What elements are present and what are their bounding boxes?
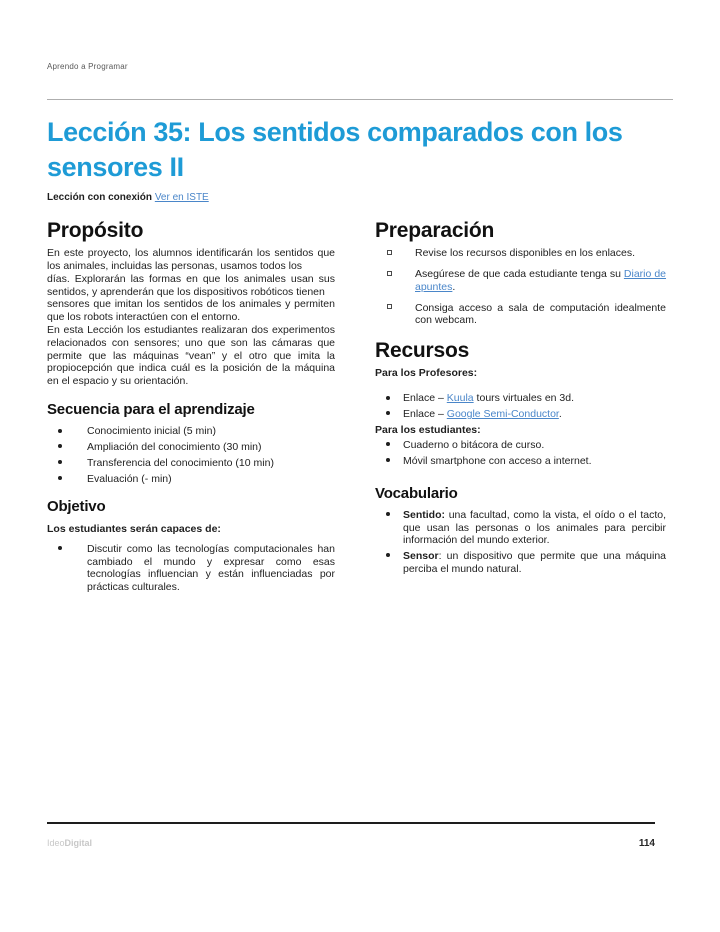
recursos-students-label: Para los estudiantes: [375, 423, 481, 436]
lesson-connection-line [47, 192, 673, 203]
vocab-item [375, 550, 666, 576]
vocabulario-heading: Vocabulario [375, 484, 458, 502]
preparacion-list [375, 247, 666, 327]
checklist-item-label: Revise los recursos disponibles en los enlaces. [415, 247, 636, 260]
spacer [375, 382, 666, 392]
resource-item-text: . [558, 408, 562, 421]
resource-item [375, 408, 666, 421]
objetivo-heading: Objetivo [47, 498, 106, 516]
footer-brand [47, 838, 92, 848]
diario-apuntes-link[interactable]: Diario de apuntes [415, 268, 666, 293]
list-item-label: Ampliación del conocimiento (30 min) [87, 441, 262, 454]
list-item-label: Discutir como las tecnologías computacionales han cambiado el mundo y expresar como esas tecnologías influencian y están influenciadas por prácticas culturales. [87, 542, 335, 594]
left-column [47, 219, 335, 597]
resource-item-label [403, 408, 666, 421]
footer-brand-light: Ideo [47, 838, 65, 848]
vocab-item [375, 509, 666, 547]
kuula-link[interactable]: Kuula [446, 392, 474, 405]
checklist-item-text: . [452, 280, 456, 293]
vocab-definition: una facultad, como la vista, el oído o el tacto, que usan las personas o los animales para percibir información del mundo exterior. [403, 508, 666, 547]
list-item-label: Transferencia del conocimiento (10 min) [87, 456, 274, 469]
list-item [47, 543, 335, 594]
header-divider [47, 99, 673, 100]
vocab-definition: : un dispositivo que permite que una máquina perciba el mundo natural. [403, 550, 666, 575]
bullet-icon [47, 543, 87, 594]
resource-item-label: Cuaderno o bitácora de curso. [403, 438, 545, 451]
resource-item [375, 439, 666, 452]
bullet-icon [375, 455, 403, 468]
bullet-icon [47, 457, 87, 470]
objetivo-lead: Los estudiantes serán capaces de: [47, 522, 221, 535]
preparacion-heading: Preparación [375, 219, 495, 243]
vocab-term: Sensor [403, 550, 439, 563]
checklist-item-label: Consiga acceso a sala de computación idealmente con webcam. [415, 301, 666, 327]
vocab-term: Sentido: [403, 508, 445, 521]
google-semiconductor-link[interactable]: Google Semi-Conductor [446, 408, 559, 421]
list-item [47, 473, 335, 486]
recursos-heading: Recursos [375, 339, 470, 363]
iste-link[interactable]: Ver en ISTE [154, 192, 209, 204]
footer [47, 838, 655, 849]
resource-item-label: Móvil smartphone con acceso a internet. [403, 454, 592, 467]
list-item [47, 457, 335, 470]
checklist-item [375, 302, 666, 328]
bullet-icon [47, 441, 87, 454]
vocab-item-label [403, 509, 666, 547]
recursos-teachers-label: Para los Profesores: [375, 367, 478, 380]
footer-divider [47, 822, 655, 824]
two-column-layout [47, 219, 673, 597]
bullet-icon [375, 439, 403, 452]
bullet-icon [47, 473, 87, 486]
header-brand: Aprendo a Programar [47, 62, 128, 71]
page-title: Lección 35: Los sentidos comparados con los sensores II [47, 117, 623, 183]
vocab-item-label [403, 550, 666, 576]
checklist-item-label [415, 268, 666, 294]
connection-label: Lección con conexión [47, 192, 153, 204]
checkbox-icon [375, 302, 415, 328]
checklist-item [375, 268, 666, 294]
resource-item [375, 455, 666, 468]
proposito-paragraph: En esta Lección los estudiantes realizaran dos experimentos relacionados con sensores; uno que son las cámaras que permite que las máquinas “vean” y el otro que imita la propiocepción que indica cuál es la posición de la máquina en el espacio y su orientación. [47, 324, 335, 388]
resource-item-label [403, 392, 666, 405]
list-item [47, 425, 335, 438]
resource-item [375, 392, 666, 405]
list-item [47, 441, 335, 454]
right-column [375, 219, 666, 597]
bullet-icon [375, 509, 403, 547]
checklist-item [375, 247, 666, 260]
footer-brand-bold: Digital [64, 838, 93, 848]
bullet-icon [47, 425, 87, 438]
list-item-label: Conocimiento inicial (5 min) [87, 425, 216, 438]
list-item-label: Evaluación (- min) [87, 472, 172, 485]
page-number: 114 [638, 838, 655, 849]
bullet-icon [375, 550, 403, 576]
resource-item-text: tours virtuales en 3d. [473, 392, 575, 405]
checklist-item-text: Asegúrese de que cada estudiante tenga su [415, 268, 624, 281]
proposito-heading: Propósito [47, 219, 144, 243]
proposito-paragraph: En este proyecto, los alumnos identificarán los sentidos que los animales, incluidas las personas, usamos todos los [47, 247, 335, 273]
proposito-paragraph: días. Explorarán las formas en que los animales usan sus sentidos, y aprenderán que los dispositivos robóticos tienen [47, 272, 335, 298]
checkbox-icon [375, 247, 415, 260]
resource-item-text: Enlace – [403, 408, 447, 421]
resource-item-text: Enlace – [403, 392, 447, 405]
bullet-icon [375, 392, 403, 405]
bullet-icon [375, 408, 403, 421]
checkbox-icon [375, 268, 415, 294]
proposito-paragraph: sensores que imitan los sentidos de los animales y permiten que los robots interactúen con el entorno. [47, 298, 335, 324]
secuencia-heading: Secuencia para el aprendizaje [47, 401, 255, 419]
